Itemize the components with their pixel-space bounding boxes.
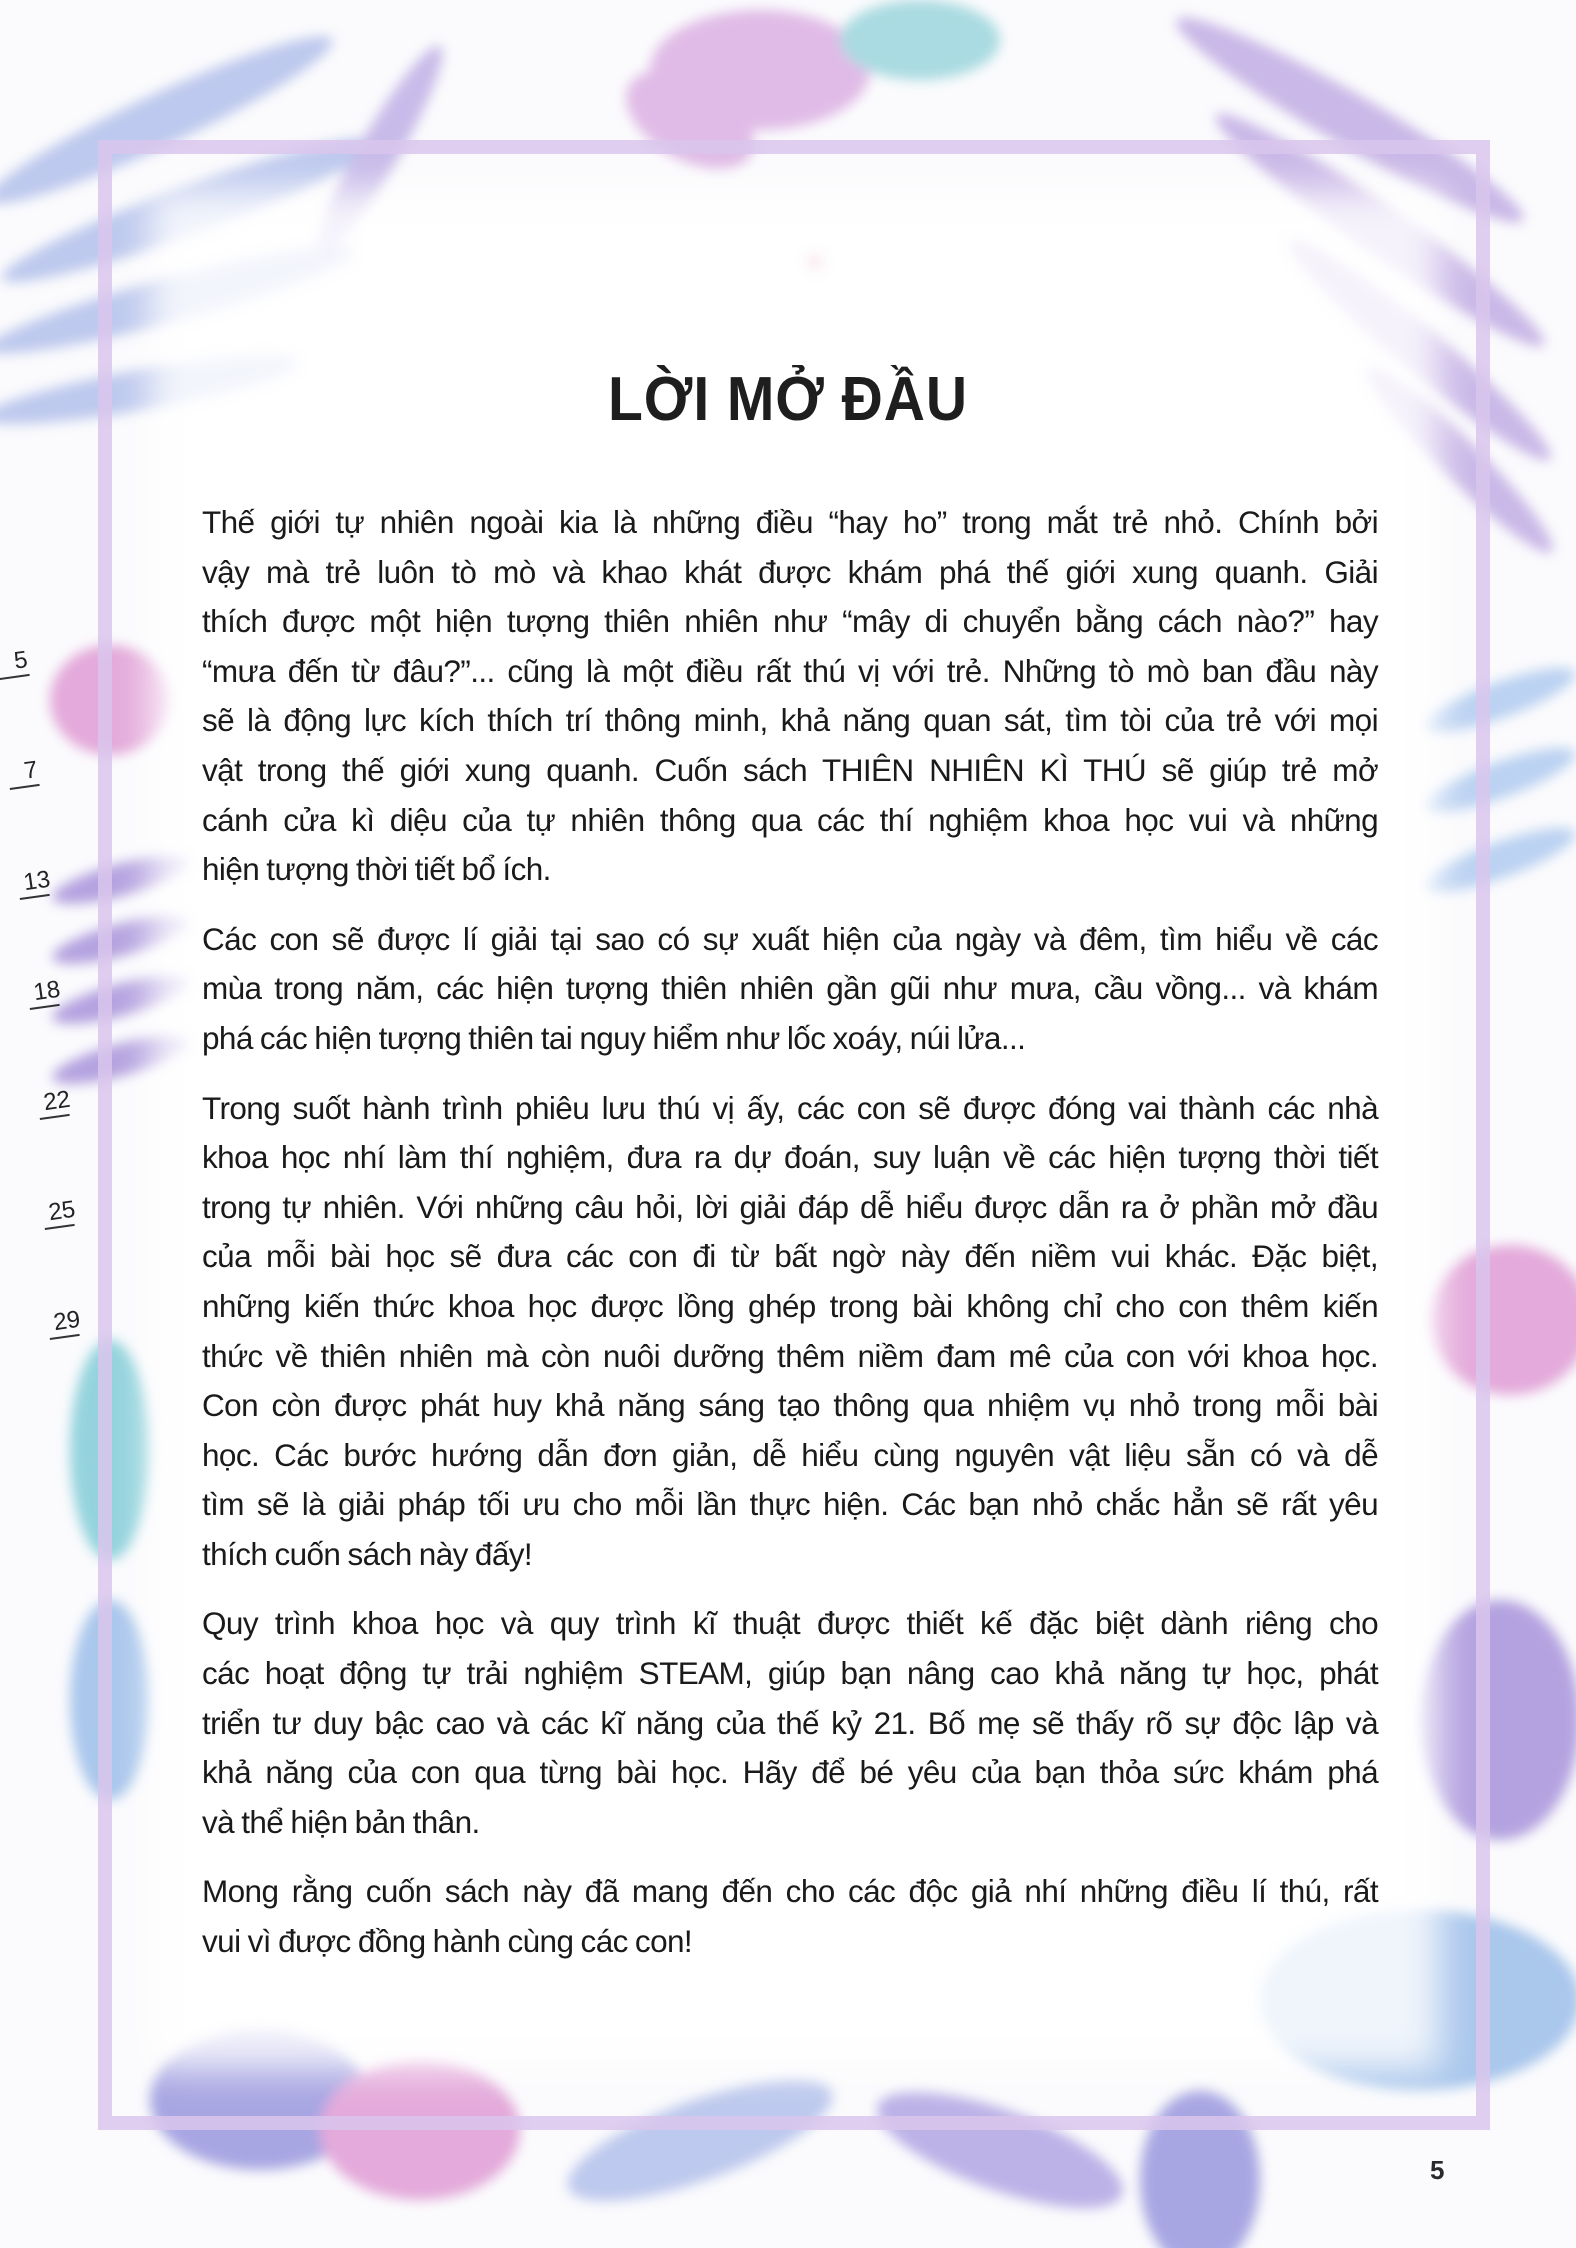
text-line: “mưa đến từ đâu?”... cũng là một điều rất thú vị với trẻ. Những tò mò ban đầu này [202, 652, 1378, 689]
text-line: vui vì được đồng hành cùng các con! [202, 1923, 693, 1960]
paragraph [202, 1867, 1378, 1966]
text-line: Thế giới tự nhiên ngoài kia là những điều “hay ho” trong mắt trẻ nhỏ. Chính bởi [202, 504, 1378, 540]
text-line: trong tự nhiên. Với những câu hỏi, lời giải đáp dễ hiểu được dẫn ra ở phần mở đầu [202, 1188, 1378, 1225]
text-line: khoa học nhí làm thí nghiệm, đưa ra dự đoán, suy luận về các hiện tượng thời tiết [202, 1139, 1378, 1176]
margin-tab-number: 25 [41, 1196, 75, 1230]
text-line: phá các hiện tượng thiên tai nguy hiểm như lốc xoáy, núi lửa... [202, 1019, 1026, 1056]
paragraph [202, 915, 1378, 1064]
text-line: học. Các bước hướng dẫn đơn giản, dễ hiểu cùng nguyên vật liệu sẵn có và dễ [202, 1436, 1378, 1473]
margin-tab-number: 18 [26, 976, 60, 1010]
margin-tab-number: 22 [36, 1086, 70, 1120]
text-line: những kiến thức khoa học được lồng ghép trong bài không chỉ cho con thêm kiến [202, 1287, 1378, 1324]
paragraph [202, 1599, 1378, 1847]
text-line: hiện tượng thời tiết bổ ích. [202, 851, 551, 888]
text-line: của mỗi bài học sẽ đưa các con đi từ bất ngờ này đến niềm vui khác. Đặc biệt, [202, 1238, 1378, 1275]
text-line: triển tư duy bậc cao và các kĩ năng của thế kỷ 21. Bố mẹ sẽ thấy rõ sự độc lập và [202, 1704, 1378, 1741]
text-line: Quy trình khoa học và quy trình kĩ thuật được thiết kế đặc biệt dành riêng cho [202, 1605, 1378, 1642]
page-title: LỜI MỞ ĐẦU [607, 364, 968, 434]
paragraph [202, 1084, 1378, 1580]
text-line: Con còn được phát huy khả năng sáng tạo thông qua nhiệm vụ nhỏ trong mỗi bài [202, 1387, 1378, 1424]
text-line: mùa trong năm, các hiện tượng thiên nhiên gần gũi như mưa, cầu vồng... và khám [202, 970, 1378, 1007]
text-line: Mong rằng cuốn sách này đã mang đến cho các độc giả nhí những điều lí thú, rất [202, 1873, 1378, 1910]
text-line: thích được một hiện tượng thiên nhiên như “mây di chuyển bằng cách nào?” hay [202, 603, 1378, 640]
text-line: Các con sẽ được lí giải tại sao có sự xuất hiện của ngày và đêm, tìm hiểu về các [202, 920, 1378, 957]
margin-tab-number: 13 [16, 866, 50, 900]
text-line: và thể hiện bản thân. [202, 1803, 480, 1840]
text-line: vậy mà trẻ luôn tò mò và khao khát được khám phá thế giới xung quanh. Giải [202, 553, 1378, 590]
margin-tab-number: 5 [0, 646, 30, 680]
page-number: 5 [1430, 2155, 1445, 2185]
intro-text [202, 498, 1378, 1987]
text-line: thức về thiên nhiên mà còn nuôi dưỡng thêm niềm đam mê của con với khoa học. [202, 1337, 1378, 1374]
text-line: tìm sẽ là giải pháp tối ưu cho mỗi lần thực hiện. Các bạn nhỏ chắc hẳn sẽ rất yêu [202, 1486, 1378, 1523]
text-line: vật trong thế giới xung quanh. Cuốn sách THIÊN NHIÊN KÌ THÚ sẽ giúp trẻ mở [202, 751, 1378, 788]
text-line: cánh cửa kì diệu của tự nhiên thông qua các thí nghiệm khoa học vui và những [202, 801, 1378, 838]
text-line: khả năng của con qua từng bài học. Hãy để bé yêu của bạn thỏa sức khám phá [202, 1754, 1378, 1791]
margin-tab-number: 7 [6, 756, 40, 790]
text-line: thích cuốn sách này đấy! [202, 1535, 533, 1572]
margin-tab-number: 29 [46, 1306, 80, 1340]
text-line: Trong suốt hành trình phiêu lưu thú vị ấy, các con sẽ được đóng vai thành các nhà [202, 1089, 1378, 1126]
text-line: các hoạt động tự trải nghiệm STEAM, giúp bạn nâng cao khả năng tự học, phát [202, 1655, 1378, 1692]
text-line: sẽ là động lực kích thích trí thông minh, khả năng quan sát, tìm tòi của trẻ với mọi [202, 702, 1378, 739]
paragraph [202, 498, 1378, 895]
